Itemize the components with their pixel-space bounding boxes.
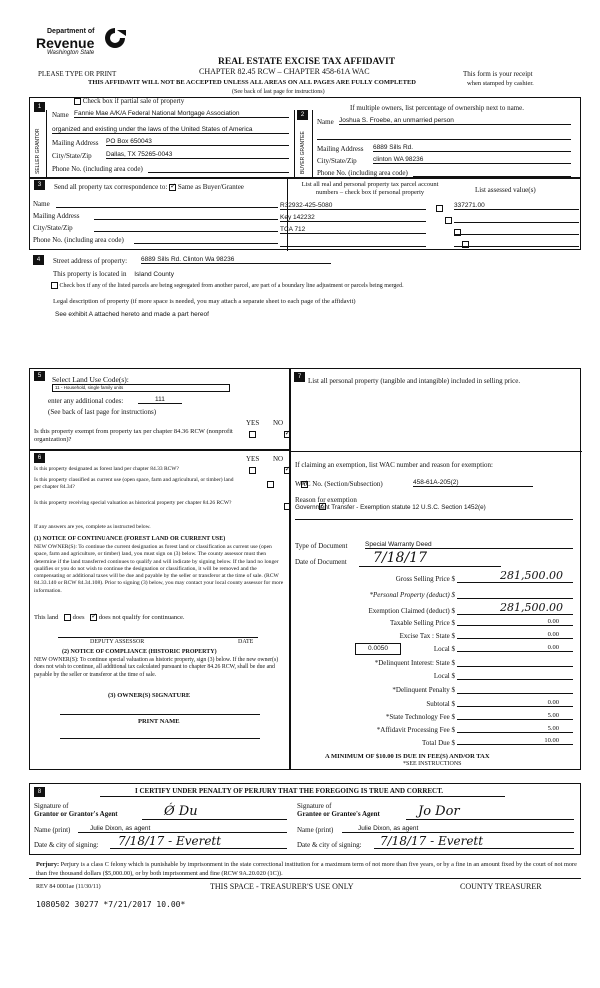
if-yes-note: If any answers are yes, complete as instructed below. <box>34 524 151 530</box>
exemption-claimed-value[interactable]: 281,500.00 <box>457 601 573 615</box>
logo-text: Revenue <box>36 35 95 51</box>
total-due-label: Total Due $ <box>422 739 455 747</box>
same-as-buyer-label: Same as Buyer/Grantee <box>177 183 244 191</box>
exempt-yes-header: YES <box>246 419 260 427</box>
personal-property-deduct-value[interactable] <box>457 589 573 599</box>
print-name-line[interactable] <box>60 738 260 739</box>
form-revision: REV 84 0001ae (11/30/11) <box>36 884 101 890</box>
compliance-text: NEW OWNER(S): To continue special valuation as historic property, sign (3) below. If the new owner(s) does not wish to continue, all additional tax calculated pursuant to chapter 84.26 RCW, shall be due and payable by the seller or transferor at the time of sale. <box>34 657 279 678</box>
exemption-question: If claiming an exemption, list WAC number and reason for exemption: <box>295 461 493 469</box>
multiple-owners-note: If multiple owners, list percentage of ownership next to name. <box>350 104 524 112</box>
county-treasurer-label: COUNTY TREASURER <box>460 882 542 891</box>
delinquent-interest-local-label: Local $ <box>433 672 455 680</box>
additional-codes-label: enter any additional codes: <box>48 397 124 405</box>
form-title: REAL ESTATE EXCISE TAX AFFIDAVIT <box>218 57 396 67</box>
tech-fee-value[interactable]: 5.00 <box>457 712 573 720</box>
excise-state-value[interactable]: 0.00 <box>457 631 573 639</box>
account-2-checkbox[interactable] <box>445 217 452 224</box>
grantor-sig-label2: Grantor or Grantor's Agent <box>34 810 118 818</box>
dept-label: Department of <box>47 28 95 35</box>
logo-swirl-icon <box>102 26 128 50</box>
land-use-select[interactable]: 11 - Household, single family units <box>52 384 230 392</box>
grantee-sig-label: Signature of <box>297 802 332 810</box>
send-to-row <box>54 183 244 191</box>
grantor-sig-label: Signature of <box>34 802 69 810</box>
seller-city[interactable]: Dallas, TX 75265-0043 <box>106 151 289 159</box>
grantor-name[interactable]: Julie Dixon, as agent <box>78 825 287 833</box>
tax-city-field[interactable] <box>94 223 278 232</box>
section-2-badge: 2 <box>297 110 308 120</box>
section-signatures <box>29 783 581 855</box>
exempt-yes-checkbox[interactable] <box>249 431 256 438</box>
assessed-2[interactable] <box>454 214 579 223</box>
grantee-date-city[interactable]: 7/18/17 - Everett <box>374 834 574 849</box>
seller-name-row <box>52 111 69 119</box>
form-chapter: CHAPTER 82.45 RCW – CHAPTER 458-61A WAC <box>199 67 370 76</box>
delinquent-interest-local-value[interactable] <box>457 671 573 680</box>
local-label: Local $ <box>433 645 455 653</box>
section-sale-info <box>290 368 581 770</box>
taxable-price-value[interactable]: 0.00 <box>457 618 573 626</box>
grantor-date-label: Date & city of signing: <box>34 841 99 849</box>
deputy-assessor-line[interactable] <box>58 637 258 638</box>
segregation-checkbox[interactable] <box>51 282 58 289</box>
q-yes-header: YES <box>246 455 260 463</box>
account-3[interactable]: TCA 712 <box>280 226 426 234</box>
assessed-4[interactable] <box>454 238 579 247</box>
section-1-badge: 1 <box>34 102 45 112</box>
subtotal-value[interactable]: 0.00 <box>457 699 573 707</box>
partial-sale-row <box>74 97 184 105</box>
current-use-yes-checkbox[interactable] <box>267 481 274 488</box>
assessed-header: List assessed value(s) <box>475 186 536 194</box>
buyer-vertical-label: BUYER GRANTEE <box>300 131 306 174</box>
buyer-name[interactable]: Joshua S. Froebe, an unmarried person <box>339 117 571 125</box>
account-2[interactable]: Key 142232 <box>280 214 426 222</box>
section-4-badge: 4 <box>33 255 44 265</box>
section-parties <box>29 97 581 178</box>
land-use-see-back: (See back of last page for instructions) <box>48 408 157 416</box>
see-instructions-note: *SEE INSTRUCTIONS <box>403 761 462 767</box>
delinquent-interest-state-label: *Delinquent Interest: State $ <box>374 659 455 667</box>
continuance-title: (1) NOTICE OF CONTINUANCE (FOREST LAND OR CURRENT USE) <box>34 536 226 542</box>
reason-value[interactable]: Government Transfer - Exemption statute 12 U.S.C. Section 1452(e) <box>295 504 486 511</box>
grantor-signature[interactable]: Ǿ Du <box>142 804 287 820</box>
land-does-checkbox[interactable] <box>64 614 71 621</box>
segregation-label: Check box if any of the listed parcels are being segregated from another parcel, are part of a boundary line adjustment or parcels being merged. <box>59 282 404 289</box>
send-to-label: Send all property tax correspondence to: <box>54 183 168 191</box>
perjury-notice <box>36 860 581 878</box>
accounts-header: List all real and personal property tax parcel account numbers – check box if personal property <box>301 181 439 196</box>
type-print-label: PLEASE TYPE OR PRINT <box>38 70 117 78</box>
current-use-question: Is this property classified as current use (open space, farm and agricultural, or timber) land per chapter 84.34? <box>34 477 234 490</box>
seller-city-label: City/State/Zip <box>52 152 92 160</box>
land-does-not-checkbox[interactable] <box>90 614 97 621</box>
delinquent-penalty-label: *Delinquent Penalty $ <box>392 686 455 694</box>
local-rate-box[interactable]: 0.0050 <box>355 643 401 655</box>
street-address[interactable]: 6889 Sills Rd. Clinton Wa 98236 <box>141 256 331 264</box>
receipt-note2: when stamped by cashier. <box>467 80 534 87</box>
account-1[interactable]: R32932-425-5080 <box>280 202 426 210</box>
compliance-title: (2) NOTICE OF COMPLIANCE (HISTORIC PROPERTY) <box>62 649 217 655</box>
assessed-3[interactable] <box>454 226 579 235</box>
section-designation <box>29 450 290 770</box>
section-7-badge: 7 <box>294 372 305 382</box>
gross-price-value[interactable]: 281,500.00 <box>457 569 573 583</box>
county-value[interactable]: Island County <box>134 271 174 278</box>
certify-statement: I CERTIFY UNDER PENALTY OF PERJURY THAT THE FOREGOING IS TRUE AND CORRECT. <box>135 787 444 795</box>
forest-land-question: Is this property designated as forest land per chapter 84.33 RCW? <box>34 466 179 472</box>
seller-mailing[interactable]: PO Box 650043 <box>106 138 289 146</box>
buyer-phone-label: Phone No. (including area code) <box>317 169 408 177</box>
segregation-row <box>51 282 404 289</box>
reason-label: Reason for exemption <box>295 496 357 504</box>
land-does-label: does <box>72 614 85 621</box>
owner-signature-label: (3) OWNER(S) SIGNATURE <box>108 692 191 699</box>
buyer-name-label: Name <box>317 118 334 126</box>
partial-sale-checkbox[interactable] <box>74 98 81 105</box>
buyer-mailing[interactable]: 6889 Sills Rd. <box>373 144 571 152</box>
legal-description-label: Legal description of property (if more space is needed, you may attach a separate sheet to each page of the affidavit) <box>53 298 356 305</box>
owner-signature-line[interactable] <box>60 714 260 715</box>
buyer-name-line2[interactable] <box>317 131 571 140</box>
affidavit-fee-value[interactable]: 5.00 <box>457 725 573 733</box>
tax-city-label: City/State/Zip <box>33 224 73 232</box>
reason-line2[interactable] <box>295 519 573 520</box>
dor-logo <box>36 26 131 58</box>
personal-property-label: List all personal property (tangible and intangible) included in selling price. <box>308 377 521 385</box>
seller-phone[interactable] <box>148 164 289 173</box>
total-due-value[interactable]: 10.00 <box>457 737 573 745</box>
exemption-claimed-label: Exemption Claimed (deduct) $ <box>368 607 455 615</box>
gross-price-label: Gross Selling Price $ <box>395 575 455 583</box>
completion-warning: THIS AFFIDAVIT WILL NOT BE ACCEPTED UNLESS ALL AREAS ON ALL PAGES ARE FULLY COMPLETED <box>88 79 416 86</box>
seller-name-label: Name <box>52 111 69 119</box>
tech-fee-label: *State Technology Fee $ <box>385 713 455 721</box>
personal-property-deduct-label: *Personal Property (deduct) $ <box>369 591 455 599</box>
seller-vertical-label: SELLER GRANTOR <box>35 128 41 174</box>
buyer-mailing-label: Mailing Address <box>317 145 364 153</box>
grantee-sig-label2: Grantee or Grantee's Agent <box>297 810 380 818</box>
delinquent-penalty-value[interactable] <box>457 685 573 694</box>
local-value[interactable]: 0.00 <box>457 644 573 652</box>
print-name-label: PRINT NAME <box>138 718 180 725</box>
seller-name[interactable]: Fannie Mae A/K/A Federal National Mortgage Association <box>74 110 289 118</box>
delinquent-interest-state-value[interactable] <box>457 658 573 667</box>
assessed-1[interactable]: 337271.00 <box>454 202 579 210</box>
recording-stamp: 1080502 30277 *7/21/2017 10.00* <box>36 900 186 909</box>
excise-state-label: Excise Tax : State $ <box>399 632 455 640</box>
street-label: Street address of property: <box>53 257 128 265</box>
exempt-no-header: NO <box>273 419 284 427</box>
q-no-header: NO <box>273 455 284 463</box>
doc-type-label: Type of Document <box>295 542 348 550</box>
grantee-name[interactable]: Julie Dixon, as agent <box>342 825 574 833</box>
grantor-name-label: Name (print) <box>34 826 71 834</box>
qualify-row <box>34 614 185 621</box>
section-land-use <box>29 368 290 450</box>
partial-sale-label: Check box if partial sale of property <box>82 97 185 105</box>
account-1-checkbox[interactable] <box>436 205 443 212</box>
tax-phone-label: Phone No. (including area code) <box>33 236 124 244</box>
affidavit-fee-label: *Affidavit Processing Fee $ <box>376 726 455 734</box>
receipt-note: This form is your receipt <box>463 70 533 78</box>
section-5-badge: 5 <box>34 371 45 381</box>
grantee-date-label: Date & city of signing: <box>297 841 362 849</box>
forest-yes-checkbox[interactable] <box>249 467 256 474</box>
doc-date-value[interactable]: 7/18/17 <box>359 550 501 567</box>
tax-mailing-label: Mailing Address <box>33 212 80 220</box>
buyer-city[interactable]: clinton WA 98236 <box>373 156 571 164</box>
seller-mailing-label: Mailing Address <box>52 139 99 147</box>
historic-question: Is this property receiving special valuation as historical property per chapter 84.26 RCW? <box>34 500 232 506</box>
exhibit-note[interactable]: See exhibit A attached hereto and made a part hereof <box>55 311 209 318</box>
grantee-signature[interactable]: Jo Dor <box>406 804 574 820</box>
grantee-name-label: Name (print) <box>297 826 334 834</box>
minimum-due-note: A MINIMUM OF $10.00 IS DUE IN FEE(S) AND/OR TAX <box>325 753 490 760</box>
land-use-label: Select Land Use Code(s): <box>52 375 129 384</box>
deputy-assessor-label: DEPUTY ASSESSOR <box>90 639 145 645</box>
deputy-date-label: DATE <box>238 639 254 645</box>
land-does-not-label: does not qualify for continuance. <box>98 614 185 621</box>
seller-name-line2[interactable]: organized and existing under the laws of the United States of America <box>52 126 289 134</box>
section-6-badge: 6 <box>34 453 45 463</box>
section-tax-correspondence <box>29 178 581 250</box>
wac-label: WAC No. (Section/Subsection) <box>295 480 383 488</box>
wac-value[interactable]: 458-61A-205(2) <box>413 479 533 487</box>
taxable-price-label: Taxable Selling Price $ <box>389 619 455 627</box>
section-3-badge: 3 <box>34 180 45 190</box>
buyer-city-label: City/State/Zip <box>317 157 357 165</box>
treasurer-space-label: THIS SPACE - TREASURER'S USE ONLY <box>210 882 354 891</box>
same-as-buyer-checkbox[interactable] <box>169 184 176 191</box>
located-label: This property is located in <box>53 270 127 278</box>
logo-state: Washington State <box>47 50 95 56</box>
see-back-label: (See back of last page for instructions) <box>232 89 325 95</box>
this-land-label: This land <box>34 614 59 621</box>
wac-row <box>295 480 383 488</box>
tax-phone-field[interactable] <box>134 235 278 244</box>
section-8-badge: 8 <box>34 787 45 797</box>
perjury-title: Perjury: <box>36 861 60 868</box>
doc-type-value[interactable]: Special Warranty Deed <box>365 541 573 549</box>
located-row <box>53 270 174 278</box>
exempt-question: Is this property exempt from property tax per chapter 84.36 RCW (nonprofit organization)? <box>34 428 233 443</box>
tax-name-label: Name <box>33 200 50 208</box>
additional-codes-value[interactable]: 111 <box>138 396 182 404</box>
account-4[interactable] <box>280 238 426 247</box>
perjury-text: Perjury is a class C felony which is punishable by imprisonment in the state correctional institution for a maximum term of not more than five years, or by a fine in an amount fixed by the court of not more than five thousand dollars ($5,000.00), or by both imprisonment and fine (RCW 9A.20.020 (1C)). <box>36 861 577 877</box>
doc-date-label: Date of Document <box>295 558 347 566</box>
tax-name-field[interactable] <box>56 199 278 208</box>
grantor-date-city[interactable]: 7/18/17 - Everett <box>110 834 287 849</box>
tax-mailing-field[interactable] <box>94 211 278 220</box>
subtotal-label: Subtotal $ <box>426 700 455 708</box>
continuance-text: NEW OWNER(S): To continue the current designation as forest land or classification as current use (open space, farm and agriculture, or timber) land, you must sign on (3) below. The county assessor must then determine if the land transferred continues to qualify and will indicate by signing below. If the land no longer qualifies or you do not wish to continue the designation or classification, it will be removed and the compensating or additional taxes will be due and payable by the seller or transferor at the time of sale. (RCW 84.33.140 or RCW 84.34.108). Prior to signing (3) below, you may contact your local county assessor for more information. <box>34 544 284 594</box>
section-property-location <box>29 254 581 364</box>
buyer-phone[interactable] <box>413 168 571 177</box>
seller-phone-label: Phone No. (including area code) <box>52 165 143 173</box>
